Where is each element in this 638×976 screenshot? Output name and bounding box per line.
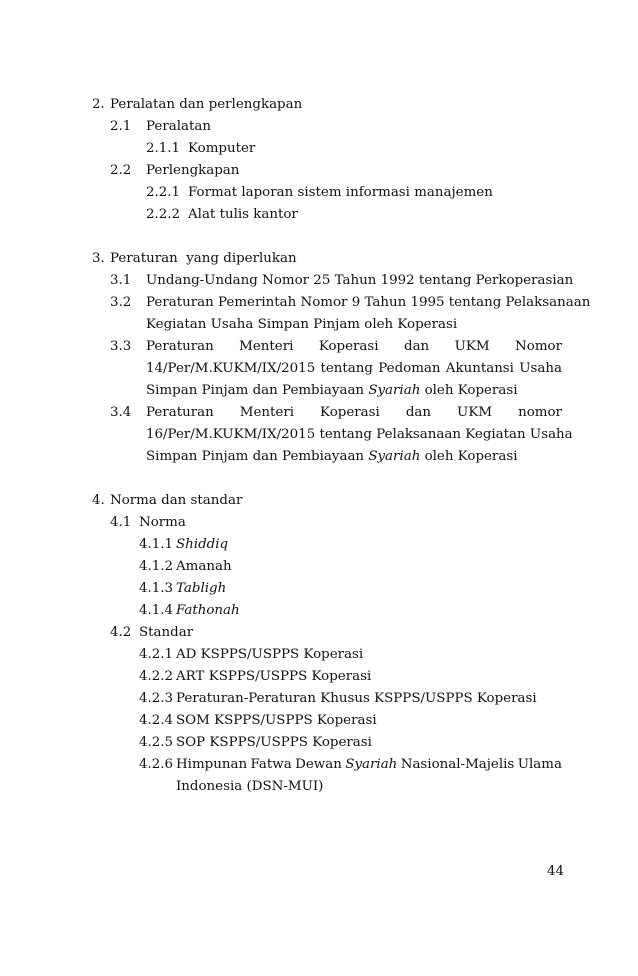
word: Peraturan [146,405,214,420]
word: Menteri [239,339,294,354]
section-title: Peralatan dan perlengkapan [110,97,303,112]
item-title: Peraturan-Peraturan Khusus KSPPS/USPPS Koperasi [176,691,537,706]
word: Nomor [515,339,562,354]
item-number: 2.2.1 [146,185,181,200]
italic-term: Syariah [368,383,421,398]
word: Koperasi [318,339,379,354]
item-title: Amanah [176,559,232,574]
item-number: 4.1.4 [139,603,174,618]
item-number: 4.2.6 [139,757,174,772]
item-title: SOP KSPPS/USPPS Koperasi [176,735,372,750]
subsection-title: Peralatan [146,119,211,134]
item-number: 4.1.1 [139,537,174,552]
item-number: 2.2.2 [146,207,181,222]
regulation-text-line [146,405,562,421]
regulation-text-line: Kegiatan Usaha Simpan Pinjam oleh Koperasi [146,317,458,332]
subsection-number: 4.2 [110,625,132,640]
regulation-number: 3.4 [110,405,132,420]
italic-term: Syariah [345,757,398,772]
section-number: 4. [92,493,105,508]
item-number: 2.1.1 [146,141,181,156]
regulation-number: 3.3 [110,339,132,354]
regulation-text-line [146,449,517,465]
regulation-number: 3.2 [110,295,132,310]
item-number: 4.1.3 [139,581,174,596]
text-segment: Simpan Pinjam dan Pembiayaan [146,383,369,398]
word: Fatwa [250,757,292,772]
item-title: Alat tulis kantor [188,207,298,222]
word: Himpunan [176,757,248,772]
regulation-text: Undang-Undang Nomor 25 Tahun 1992 tentang Perkoperasian [146,273,574,288]
item-title: AD KSPPS/USPPS Koperasi [176,647,364,662]
item-title: Shiddiq [176,537,229,552]
item-number: 4.2.5 [139,735,174,750]
item-title-line: Indonesia (DSN-MUI) [176,779,324,794]
word: dan [404,339,430,354]
text-segment: Simpan Pinjam dan Pembiayaan [146,449,369,464]
text-segment: oleh Koperasi [420,449,518,464]
section-number: 3. [92,251,105,266]
regulation-text-line [146,339,562,355]
item-title: Tabligh [176,581,227,596]
regulation-text-line: Peraturan Pemerintah Nomor 9 Tahun 1995 tentang Pelaksanaan [146,295,591,310]
item-title: Komputer [188,141,256,156]
regulation-text-line [146,383,517,399]
subsection-number: 4.1 [110,515,132,530]
word: Ulama [517,757,562,772]
section-number: 2. [92,97,105,112]
word: UKM [457,405,493,420]
item-number: 4.2.1 [139,647,174,662]
item-number: 4.1.2 [139,559,174,574]
word: Peraturan [146,339,214,354]
page-number: 44 [546,864,564,879]
item-number: 4.2.2 [139,669,174,684]
word: dan [405,405,432,420]
item-title: Format laporan sistem informasi manajemen [188,185,493,200]
item-title: SOM KSPPS/USPPS Koperasi [176,713,377,728]
word: UKM [454,339,490,354]
word: Dewan [295,757,342,772]
word: Nasional-Majelis [400,757,515,772]
section-title: Norma dan standar [110,493,243,508]
item-title: ART KSPPS/USPPS Koperasi [176,669,372,684]
subsection-number: 2.2 [110,163,132,178]
regulation-number: 3.1 [110,273,132,288]
item-title-line [176,757,562,773]
word: Koperasi [320,405,380,420]
item-number: 4.2.4 [139,713,174,728]
subsection-title: Norma [139,515,186,530]
regulation-text-line: 16/Per/M.KUKM/IX/2015 tentang Pelaksanaan Kegiatan Usaha [146,427,573,442]
item-title: Fathonah [176,603,240,618]
section-title: Peraturan yang diperlukan [110,251,297,266]
subsection-title: Perlengkapan [146,163,240,178]
word: Menteri [239,405,295,420]
word: nomor [518,405,562,420]
regulation-text-line: 14/Per/M.KUKM/IX/2015 tentang Pedoman Akuntansi Usaha [146,361,562,376]
subsection-title: Standar [139,625,194,640]
italic-term: Syariah [368,449,421,464]
subsection-number: 2.1 [110,119,132,134]
item-number: 4.2.3 [139,691,174,706]
text-segment: oleh Koperasi [420,383,518,398]
